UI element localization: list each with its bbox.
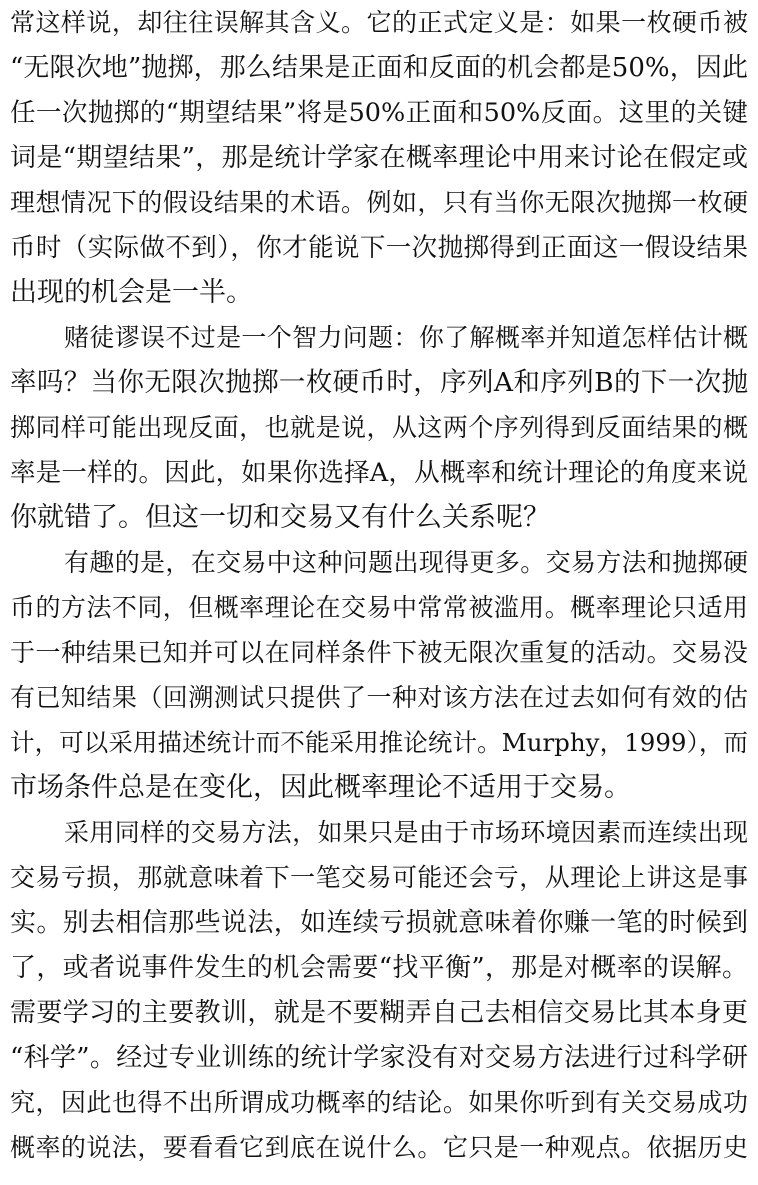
- text-line-11: 率是一样的。因此，如果你选择A，从概率和统计理论的角度来说: [10, 458, 748, 488]
- text-line-13: 有趣的是，在交易中这种问题出现得更多。交易方法和抛掷硬: [64, 548, 748, 577]
- text-line-10: 掷同样可能出现反面，也就是说，从这两个序列得到反面结果的概: [10, 413, 748, 442]
- text-line-5: 理想情况下的假设结果的术语。例如，只有当你无限次抛掷一枚硬: [10, 188, 748, 217]
- text-line-14: 币的方法不同，但概率理论在交易中常常被滥用。概率理论只适用: [10, 593, 748, 622]
- text-line-17: 计，可以采用描述统计而不能采用推论统计。Murphy，1999），而: [10, 728, 748, 757]
- text-line-25: 究，因此也得不出所谓成功概率的结论。如果你听到有关交易成功: [10, 1088, 748, 1117]
- text-line-12: 你就错了。但这一切和交易又有什么关系呢？: [10, 502, 550, 533]
- text-line-24: “科学”。经过专业训练的统计学家没有对交易方法进行过科学研: [10, 1043, 748, 1073]
- text-line-3: 任一次抛掷的“期望结果”将是50%正面和50%反面。这里的关键: [10, 98, 748, 128]
- text-line-20: 交易亏损，那就意味着下一笔交易可能还会亏，从理论上讲这是事: [10, 863, 748, 892]
- text-line-21: 实。别去相信那些说法，如连续亏损就意味着你赚一笔的时候到: [10, 908, 748, 938]
- text-line-4: 词是“期望结果”，那是统计学家在概率理论中用来讨论在假定或: [10, 143, 748, 173]
- text-line-26: 概率的说法，要看看它到底在说什么。它只是一种观点。依据历史: [10, 1133, 748, 1162]
- text-line-8: 赌徒谬误不过是一个智力问题：你了解概率并知道怎样估计概: [64, 323, 748, 352]
- text-line-6: 币时（实际做不到），你才能说下一次抛掷得到正面这一假设结果: [10, 233, 748, 263]
- text-line-23: 需要学习的主要教训，就是不要糊弄自己去相信交易比其本身更: [10, 998, 748, 1028]
- text-line-9: 率吗？当你无限次抛掷一枚硬币时，序列A和序列B的下一次抛: [10, 367, 748, 398]
- text-line-1: 常这样说，却往往误解其含义。它的正式定义是：如果一枚硬币被: [10, 8, 748, 37]
- text-line-15: 于一种结果已知并可以在同样条件下被无限次重复的活动。交易没: [10, 638, 748, 667]
- text-line-7: 出现的机会是一半。: [10, 277, 253, 308]
- text-line-19: 采用同样的交易方法，如果只是由于市场环境因素而连续出现: [64, 818, 748, 847]
- text-line-2: “无限次地”抛掷，那么结果是正面和反面的机会都是50%，因此: [10, 53, 748, 83]
- text-line-16: 有已知结果（回溯测试只提供了一种对该方法在过去如何有效的估: [10, 683, 748, 712]
- text-line-22: 了，或者说事件发生的机会需要“找平衡”，那是对概率的误解。: [10, 953, 748, 983]
- document-page: [10, 0, 750, 1185]
- text-line-18: 市场条件总是在变化，因此概率理论不适用于交易。: [10, 772, 631, 803]
